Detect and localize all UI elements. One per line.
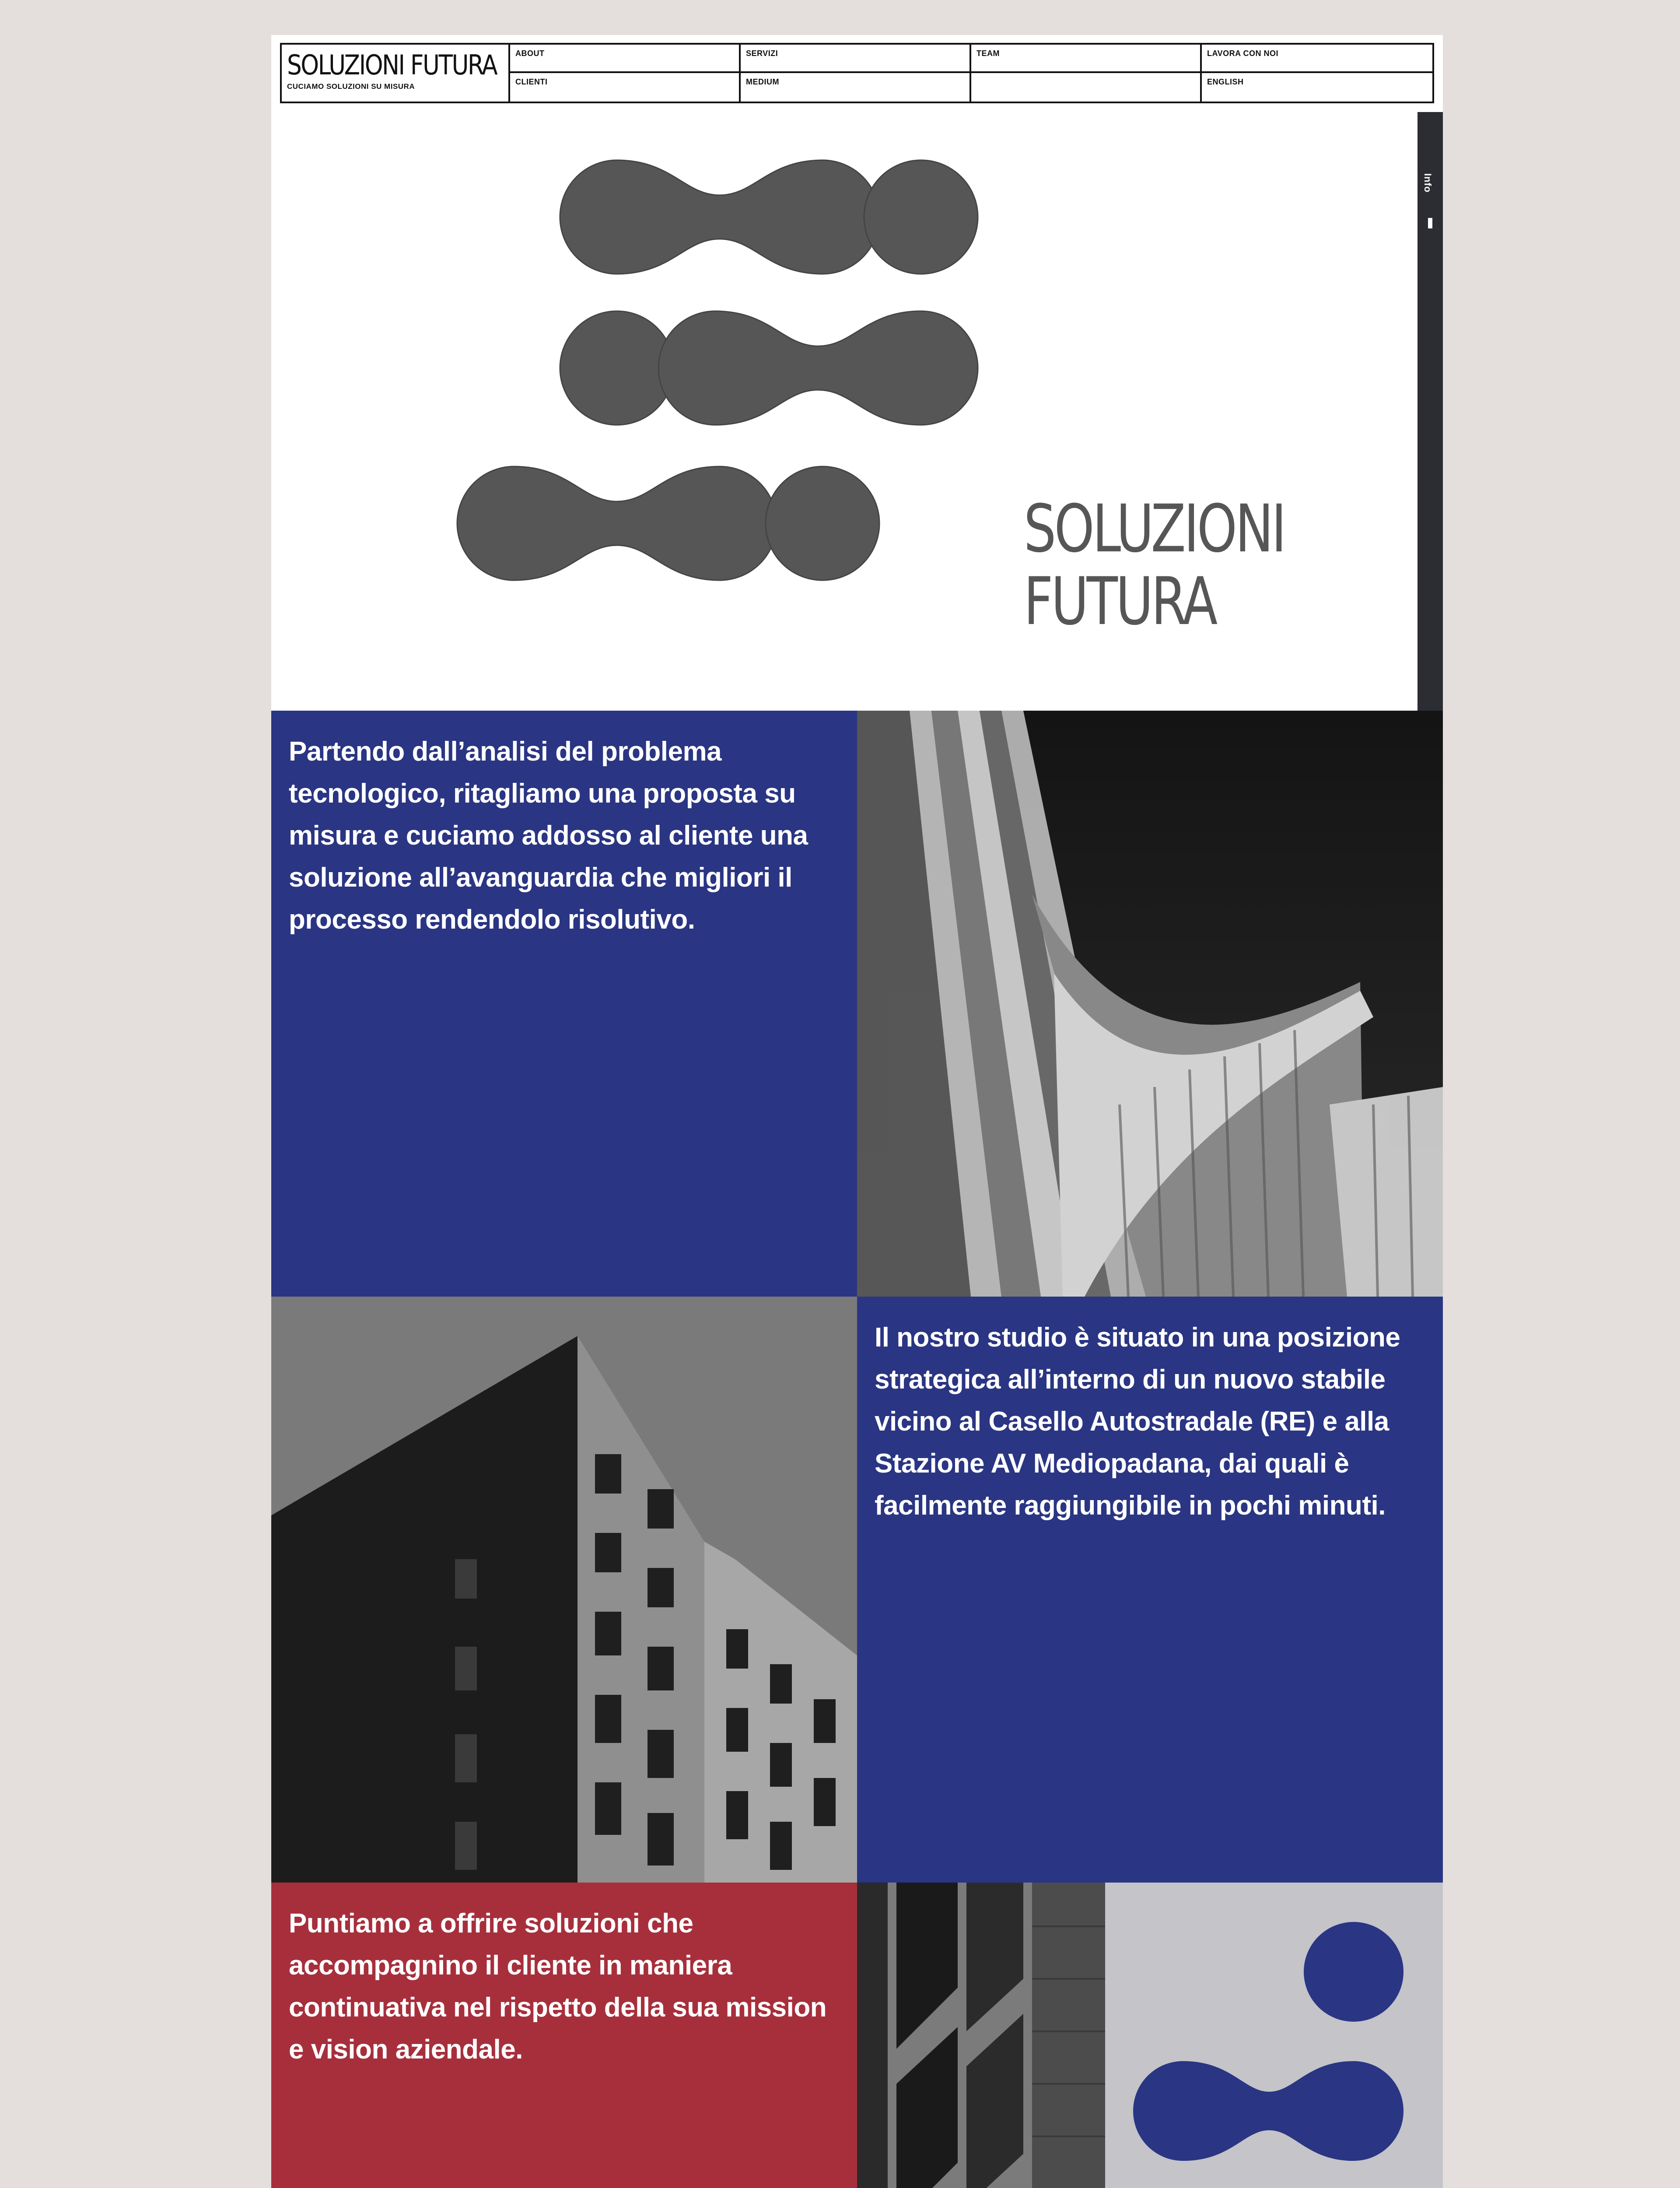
logo-blob-bottom-pair: [457, 466, 777, 580]
tile-location-text: Il nostro studio è situato in una posizione strategica all’interno di un nuovo stabile vicino al Casello Autostradale (RE) e alla Stazione AV Mediopadana, dai quali è facilmente raggiungibile in pochi minuti.: [875, 1322, 1400, 1521]
fragment-blob-pair: [1133, 2061, 1404, 2161]
building-illustration: [271, 1297, 857, 1883]
hero-word-line2: FUTURA: [1024, 564, 1216, 640]
logo-dot-mid-left: [560, 311, 674, 425]
nav-clienti[interactable]: CLIENTI: [510, 73, 741, 102]
tile-mission: [271, 1883, 857, 2188]
nav-lavora-con-noi[interactable]: LAVORA CON NOI: [1202, 45, 1432, 73]
tile-intro-text: Partendo dall’analisi del problema tecnologico, ritagliamo una proposta su misura e cuciamo addosso al cliente una soluzione all’avanguardia che migliori il processo rendendolo risolutivo.: [289, 736, 808, 935]
page: [271, 35, 1443, 2188]
hero-word-line1: SOLUZIONI: [1024, 491, 1284, 567]
brand-tagline: CUCIAMO SOLUZIONI SU MISURA: [287, 82, 415, 91]
tile-logo-graphic: [1105, 1883, 1443, 2188]
hero: [271, 112, 1443, 711]
logo-fragment-mark: [1105, 1883, 1443, 2188]
side-tab-label[interactable]: Info: [1422, 173, 1433, 193]
feature-grid: [271, 711, 1443, 2188]
nav-empty: [971, 73, 1202, 102]
side-tab-marker: [1428, 218, 1432, 228]
site-header: [280, 43, 1434, 103]
fragment-dot-top: [1304, 1922, 1404, 2022]
nav-about[interactable]: ABOUT: [510, 45, 741, 73]
main-nav: [510, 45, 1432, 102]
tile-mission-text: Puntiamo a offrire soluzioni che accompagnino il cliente in maniera continuativa nel rispetto della sua mission e vision aziendale.: [289, 1908, 827, 2065]
logo-blob-mid-pair: [658, 311, 978, 425]
nav-english[interactable]: ENGLISH: [1207, 77, 1244, 86]
tile-intro: [271, 711, 857, 1297]
photo-architecture-station: [857, 711, 1443, 1297]
hero-logo-mark: [440, 112, 1008, 711]
photo-building-facade: [271, 1297, 857, 1883]
nav-medium[interactable]: MEDIUM: [741, 73, 971, 102]
nav-servizi[interactable]: SERVIZI: [741, 45, 971, 73]
logo-dot-bottom-center: [766, 466, 879, 580]
logo-dot-top-right: [864, 160, 978, 274]
station-roof-illustration: [857, 711, 1443, 1297]
logo-blob-top-pair: [560, 160, 879, 274]
building-detail-illustration: [857, 1883, 1105, 2188]
photo-building-detail: [857, 1883, 1105, 2188]
nav-team[interactable]: TEAM: [971, 45, 1202, 73]
brand-name[interactable]: SOLUZIONI FUTURA: [287, 49, 497, 81]
hero-wordmark: [1024, 493, 1284, 638]
brand-block[interactable]: [282, 45, 510, 102]
tile-location: [857, 1297, 1443, 1883]
info-side-tab[interactable]: [1418, 112, 1443, 711]
